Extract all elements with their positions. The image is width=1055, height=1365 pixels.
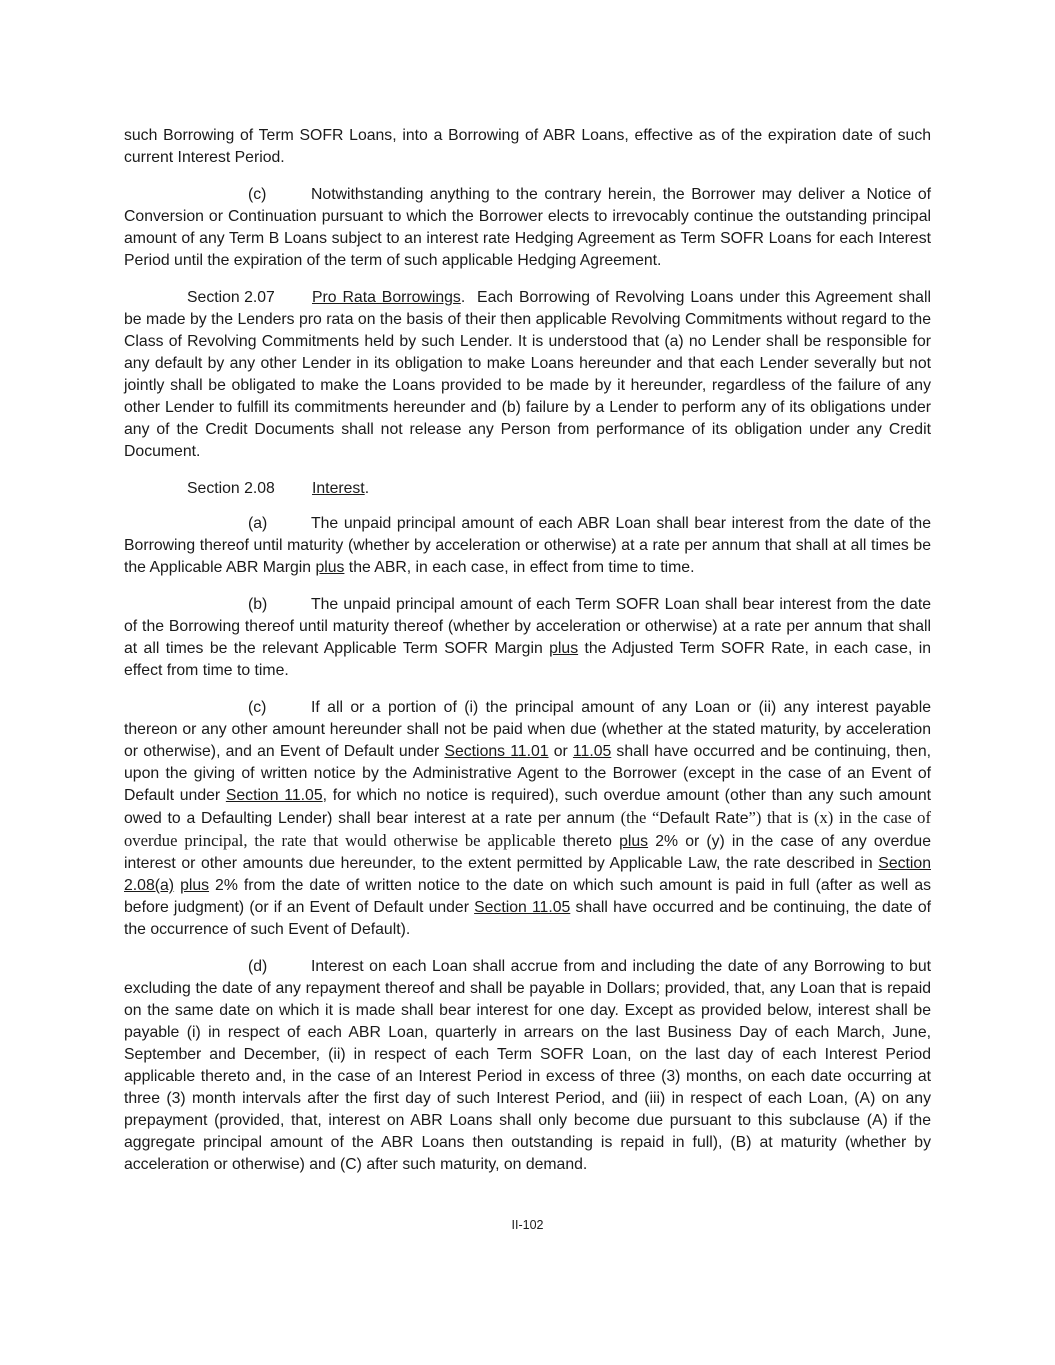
page-number: II-102 xyxy=(511,1218,544,1232)
underlined-term: plus xyxy=(549,640,579,657)
defined-term: Default Rate xyxy=(659,810,749,827)
clause-text: Interest on each Loan shall accrue from and including the date of any Borrowing to but excluding the date of any repayment thereof and shall be payable in Dollars; provided, that, any Loan that is repaid on the same date on which it is made shall bear interest for one day. Except as provided below, interest shall be payable (i) in respect of each ABR Loan, quarterly in arrears on the last Business Day of each March, June, September and December, (ii) in respect of each Term SOFR Loan, on the last day of each Interest Period applicable thereto and, in the case of an Interest Period in excess of three (3) months, on each date occurring at three (3) month intervals after the first day of such Interest Period, and (iii) in respect of each Loan, (A) on any prepayment (provided, that, interest on ABR Loans shall only become due pursuant to this subclause (A) if the aggregate principal amount of the ABR Loans then outstanding is repaid in full), (B) at maturity (whether by acceleration or otherwise) and (C) after such maturity, on demand. xyxy=(124,958,931,1173)
cross-reference: Section 11.05 xyxy=(225,787,323,804)
clause-label: (a) xyxy=(248,515,268,532)
underlined-term: plus xyxy=(180,877,210,894)
underlined-term: plus xyxy=(315,559,345,576)
clause-text: If all or a portion of (i) the principal amount of any Loan or (ii) any interest payable thereon or any other amount hereunder shall not be paid when due (whether at the stated maturity, by acceleration or otherwise), and an Event of Default under xyxy=(124,699,931,760)
section-title: Interest xyxy=(312,480,365,497)
clause-text: 2% from the date of written notice to the date on which such amount is paid in full (after as well as before judgment) (or if an Event of Default under xyxy=(124,877,931,916)
clause-text: 2% or (y) in the case of any overdue interest or other amounts due hereunder, to the extent permitted by Applicable Law, the rate described in xyxy=(124,833,931,872)
underlined-term: plus xyxy=(619,833,649,850)
section-2-08-c-paragraph xyxy=(124,697,931,941)
clause-text: ”) that is (x) in the case of overdue principal, the rate that would otherwise be applicable xyxy=(124,808,931,850)
cross-reference: Section 11.05 xyxy=(474,899,571,916)
section-2-08-heading: Section 2.08 Interest. xyxy=(124,478,931,500)
clause-text: the Adjusted Term SOFR Rate, in each case, in effect from time to time. xyxy=(124,640,931,679)
clause-text: The unpaid principal amount of each Term SOFR Loan shall bear interest from the date of the Borrowing thereof until maturity thereof (whether by acceleration or otherwise) at a rate per annum that shall at all times be the relevant Applicable Term SOFR Margin xyxy=(124,596,931,657)
section-2-08-b-paragraph xyxy=(124,594,931,682)
clause-label: (b) xyxy=(248,596,268,613)
cross-reference: Section 2.08(a) xyxy=(124,855,931,894)
cross-reference: Sections 11.01 xyxy=(444,743,549,760)
clause-label: (d) xyxy=(248,958,268,975)
clause-text: (the “ xyxy=(620,808,660,827)
clause-text: , for which no notice is required), such overdue amount (other than any such amount owed to a Defaulting Lender) shall bear interest at a rate per annum xyxy=(124,787,932,827)
clause-text: Notwithstanding anything to the contrary herein, the Borrower may deliver a Notice of Conversion or Continuation pursuant to which the Borrower elects to irrevocably continue the outstanding principal amount of any Term B Loans subject to an interest rate Hedging Agreement as Term SOFR Loans for each Interest Period until the expiration of the term of such applicable Hedging Agreement. xyxy=(124,186,931,269)
clause-label: (c) xyxy=(248,186,267,203)
continuation-paragraph: such Borrowing of Term SOFR Loans, into a Borrowing of ABR Loans, effective as of the expiration date of such current Interest Period. xyxy=(124,127,931,166)
section-title: Pro Rata Borrowings xyxy=(312,289,461,306)
section-2-06-c-paragraph xyxy=(124,184,931,272)
section-2-07-paragraph: Section 2.07 Pro Rata Borrowings. Each Borrowing of Revolving Loans under this Agreement shall be made by the Lenders pro rata on the basis of their then applicable Revolving Commitments without regard to the Class of Revolving Commitments held by such Lender. It is understood that (a) no Lender shall be responsible for any default by any other Lender in its obligation to make Loans hereunder and that each Lender severally but not jointly shall be obligated to make the Loans provided to be made by it hereunder, regardless of the failure of any other Lender to fulfill its commitments hereunder and (b) failure by a Lender to perform any of its obligations under any of the Credit Documents shall not release any Person from performance of its obligation under any Credit Document. xyxy=(124,289,931,460)
clause-text: the ABR, in each case, in effect from time to time. xyxy=(344,559,695,576)
section-2-08-a-paragraph xyxy=(124,513,931,579)
section-number: Section 2.07 xyxy=(187,289,275,306)
clause-label: (c) xyxy=(248,699,267,716)
clause-text: shall have occurred and be continuing, the date of the occurrence of such Event of Default). xyxy=(124,899,932,938)
section-number: Section 2.08 xyxy=(187,480,275,497)
clause-text: thereto xyxy=(555,833,620,850)
section-2-08-d-paragraph xyxy=(124,956,931,1176)
section-text: Each Borrowing of Revolving Loans under this Agreement shall be made by the Lenders pro rata on the basis of their then applicable Revolving Commitments without regard to the Class of Revolving Commitments held by such Lender. It is understood that (a) no Lender shall be responsible for any default by any other Lender in its obligation to make Loans hereunder and that each Lender severally but not jointly shall be obligated to make the Loans provided to be made by it hereunder, regardless of the failure of any other Lender to fulfill its commitments hereunder and (b) failure by a Lender to perform any of its obligations under any of the Credit Documents shall not release any Person from performance of its obligation under any Credit Document. xyxy=(124,289,931,460)
clause-text: or xyxy=(548,743,573,760)
cross-reference: 11.05 xyxy=(572,743,612,760)
clause-text: The unpaid principal amount of each ABR Loan shall bear interest from the date of the Borrowing thereof until maturity (whether by acceleration or otherwise) at a rate per annum that shall at all times be the Applicable ABR Margin xyxy=(124,515,931,576)
clause-text: shall have occurred and be continuing, then, upon the giving of written notice by the Administrative Agent to the Borrower (except in the case of an Event of Default under xyxy=(124,743,931,804)
